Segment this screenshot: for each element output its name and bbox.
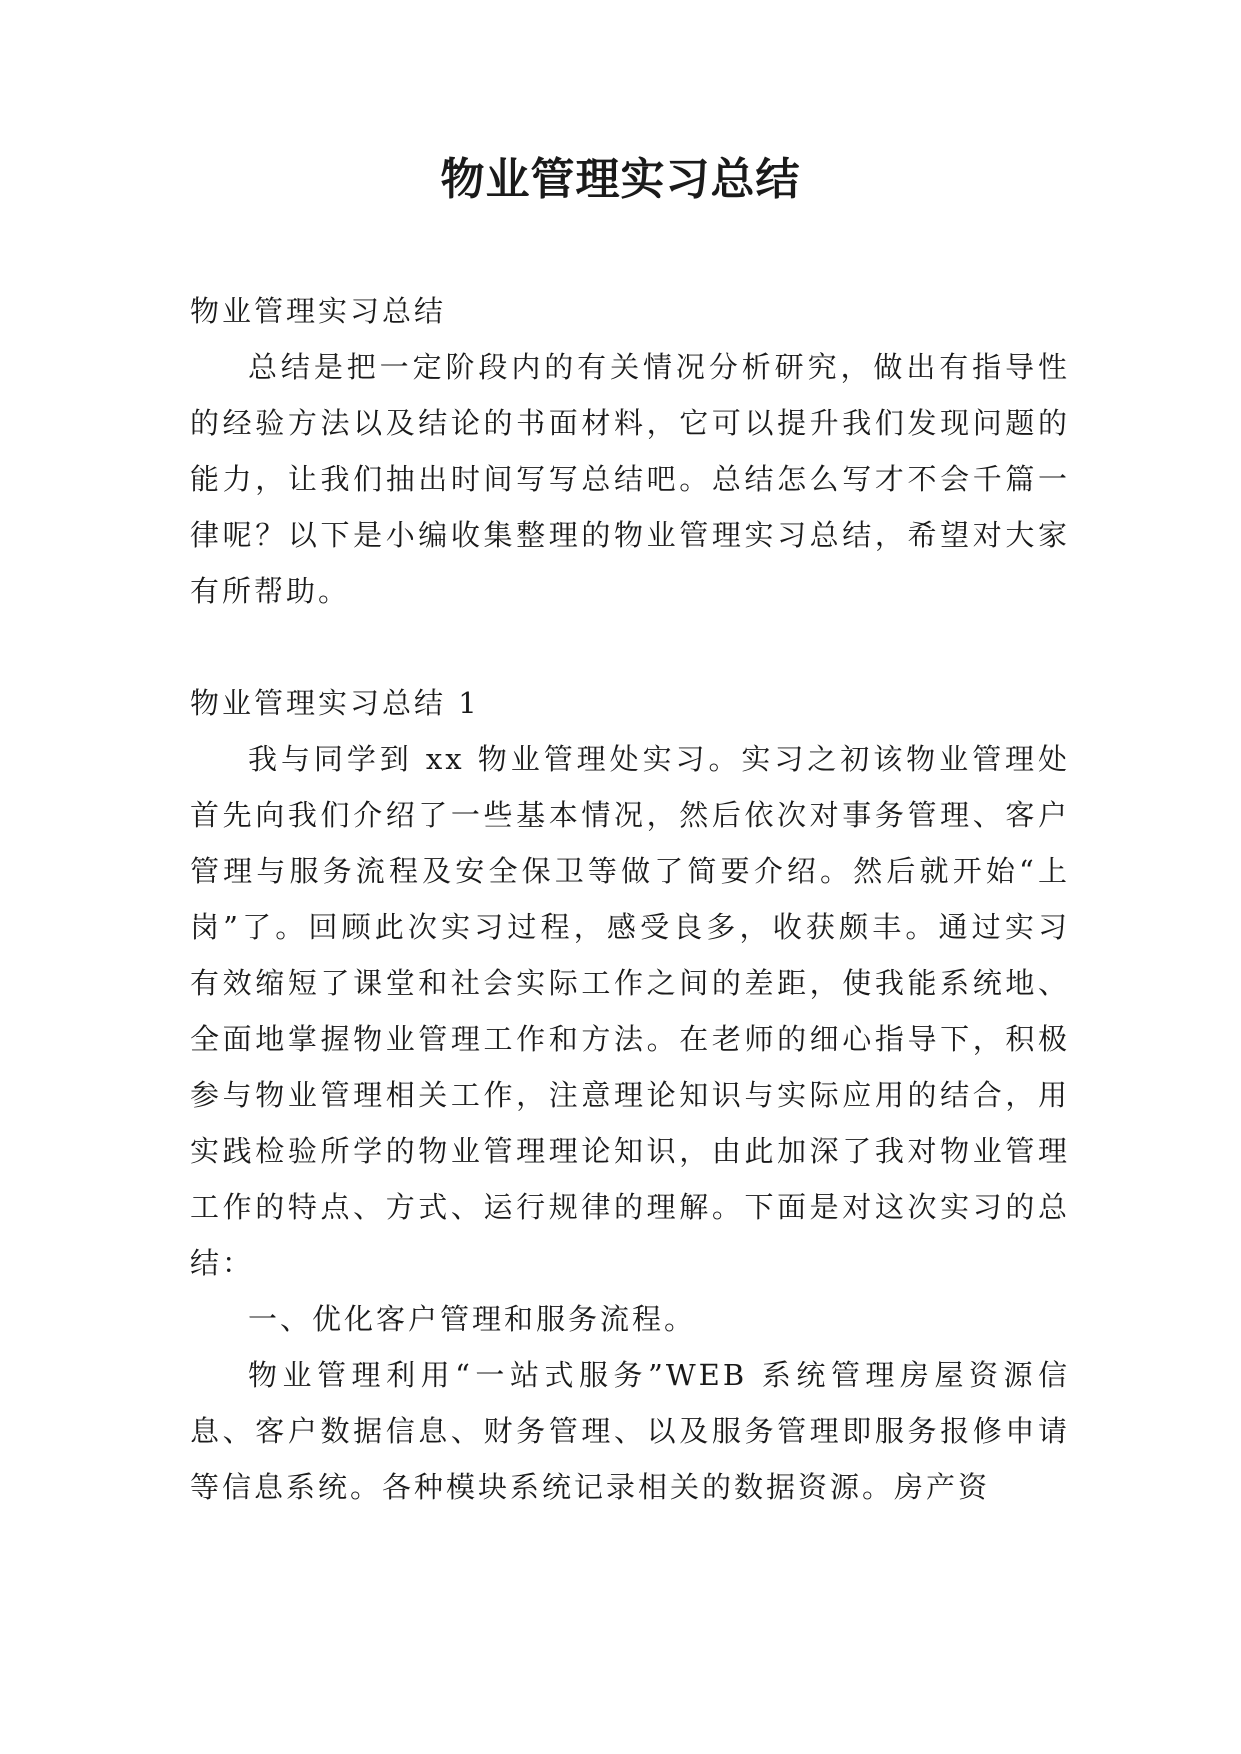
section-subheading: 一、优化客户管理和服务流程。 xyxy=(248,1302,697,1336)
section-heading: 物业管理实习总结 1 xyxy=(190,686,480,720)
document-title: 物业管理实习总结 xyxy=(440,154,801,205)
section-spacer xyxy=(190,619,1070,675)
document-body xyxy=(190,283,1070,1515)
intro-paragraph: 总结是把一定阶段内的有关情况分析研究，做出有指导性的经验方法以及结论的书面材料，它可以提升我们发现问题的能力，让我们抽出时间写写总结吧。总结怎么写才不会千篇一律呢？以下是小编收集整理的物业管理实习总结，希望对大家有所帮助。 xyxy=(190,350,1070,608)
intro-heading: 物业管理实习总结 xyxy=(190,294,447,328)
section-paragraph: 我与同学到 xx 物业管理处实习。实习之初该物业管理处首先向我们介绍了一些基本情况，然后依次对事务管理、客户管理与服务流程及安全保卫等做了简要介绍。然后就开始“上岗”了。回顾此次实习过程，感受良多，收获颇丰。通过实习有效缩短了课堂和社会实际工作之间的差距，使我能系统地、全面地掌握物业管理工作和方法。在老师的细心指导下，积极参与物业管理相关工作，注意理论知识与实际应用的结合，用实践检验所学的物业管理理论知识，由此加深了我对物业管理工作的特点、方式、运行规律的理解。下面是对这次实习的总结： xyxy=(190,742,1070,1280)
section-paragraph: 物业管理利用“一站式服务”WEB 系统管理房屋资源信息、客户数据信息、财务管理、以及服务管理即服务报修申请等信息系统。各种模块系统记录相关的数据资源。房产资 xyxy=(190,1358,1070,1504)
